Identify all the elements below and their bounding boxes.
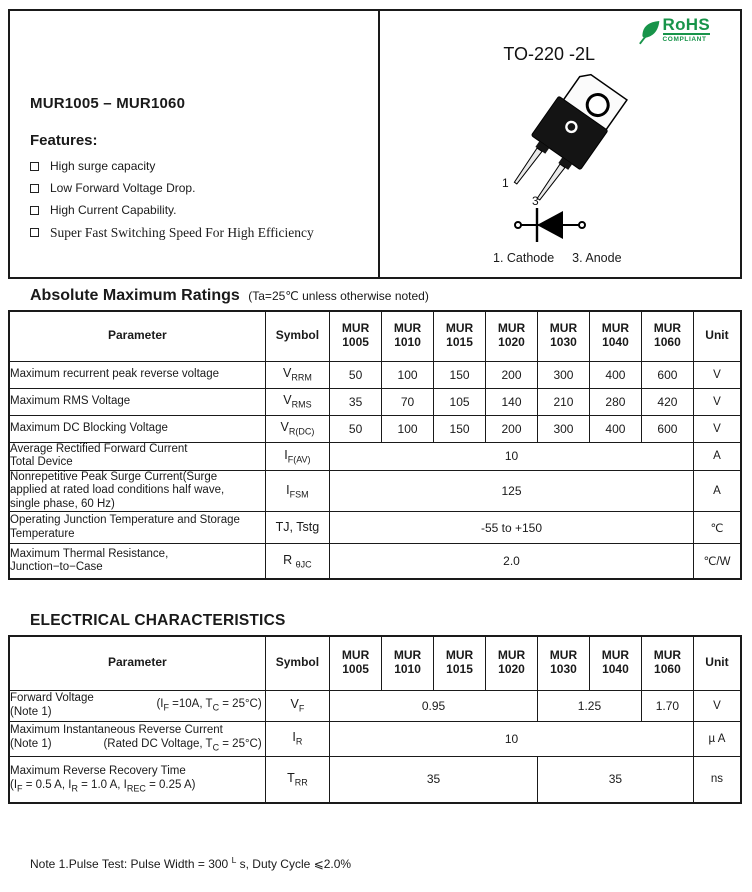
- diode-symbol-block: [486, 205, 646, 265]
- device-info-panel: [10, 11, 380, 277]
- anode-label: 3. Anode: [572, 251, 622, 265]
- feature-item: [30, 160, 378, 173]
- cathode-label: 1. Cathode: [493, 251, 555, 265]
- part-number-range: MUR1005 – MUR1060: [30, 95, 186, 112]
- rohs-compliant-label: COMPLIANT: [662, 36, 707, 43]
- table-row: Maximum recurrent peak reverse voltage $V_{RRM}$ 50 100 150 200 300 400 600 V: [9, 361, 741, 388]
- feature-item: [30, 204, 378, 217]
- header-box: [8, 9, 742, 279]
- abs-max-subtitle: (Ta=25℃ unless otherwise noted): [248, 289, 429, 303]
- col-mur1020: MUR 1020: [486, 311, 538, 361]
- table-row: Forward Voltage (Note 1) ($I_F =10A$, $T_C = 25^\circ C$) $V_F$ 0.95 1.25 1.70 V: [9, 690, 741, 721]
- table-row: Maximum Instantaneous Reverse Current (Note 1) (Rated DC Voltage, $T_C = 25^\circ C$) $I_R$ 10 µ A: [9, 721, 741, 756]
- rohs-logo: [639, 17, 710, 45]
- checkbox-icon: [30, 184, 39, 193]
- col-parameter: Parameter: [9, 311, 265, 361]
- feature-label: High surge capacity: [50, 159, 156, 173]
- col-mur1060: MUR 1060: [641, 636, 693, 690]
- col-mur1005: MUR 1005: [330, 636, 382, 690]
- package-name: TO-220 -2L: [503, 44, 596, 64]
- table-row: Average Rectified Forward Current Total Device $I_{F(AV)}$ 10 A: [9, 442, 741, 470]
- table-row: Maximum Thermal Resistance, Junction−to−Case R $_{\theta JC}$ 2.0 ℃/W: [9, 544, 741, 579]
- pin3-label: 3: [532, 194, 539, 207]
- rohs-text: [663, 17, 710, 43]
- checkbox-icon: [30, 162, 39, 171]
- table-row: Maximum Reverse Recovery Time ($I_F = 0.5$ A, $I_R = 1.0$ A, $I_{REC} = 0.25$ A) $T_{RR}$ 35 35 ns: [9, 756, 741, 803]
- features-heading: Features:: [30, 132, 98, 149]
- abs-max-title-text: Absolute Maximum Ratings: [30, 287, 240, 304]
- feature-label: Low Forward Voltage Drop.: [50, 181, 196, 195]
- feature-label: High Current Capability.: [50, 203, 177, 217]
- table-row: Operating Junction Temperature and Storage Temperature TJ, Tstg -55 to +150 ℃: [9, 512, 741, 544]
- pin1-label: 1: [502, 176, 509, 190]
- diode-symbol: [486, 205, 636, 245]
- feature-label: Super Fast Switching Speed For High Efficiency: [50, 225, 314, 240]
- leaf-icon: [639, 19, 661, 45]
- col-unit: Unit: [693, 311, 741, 361]
- checkbox-icon: [30, 228, 39, 237]
- electrical-table: [8, 635, 742, 804]
- note-1: Note 1.Pulse Test: Pulse Width = 300 $^L$ s, Duty Cycle ⩽2.0%: [30, 855, 352, 871]
- checkbox-icon: [30, 206, 39, 215]
- feature-item: [30, 226, 378, 239]
- col-symbol: Symbol: [265, 636, 329, 690]
- diode-pin-labels: [486, 251, 646, 265]
- table-row: Maximum DC Blocking Voltage $V_{R(DC)}$ 50 100 150 200 300 400 600 V: [9, 415, 741, 442]
- col-mur1015: MUR 1015: [434, 311, 486, 361]
- col-symbol: Symbol: [265, 311, 329, 361]
- col-mur1010: MUR 1010: [382, 311, 434, 361]
- col-mur1030: MUR 1030: [537, 311, 589, 361]
- col-unit: Unit: [693, 636, 741, 690]
- package-panel: [380, 11, 740, 277]
- col-parameter: Parameter: [9, 636, 265, 690]
- to220-package-drawing: [480, 67, 680, 207]
- table-row: Maximum RMS Voltage $V_{RMS}$ 35 70 105 140 210 280 420 V: [9, 388, 741, 415]
- col-mur1005: MUR 1005: [330, 311, 382, 361]
- abs-max-table: [8, 310, 742, 580]
- col-mur1030: MUR 1030: [537, 636, 589, 690]
- col-mur1020: MUR 1020: [486, 636, 538, 690]
- col-mur1060: MUR 1060: [641, 311, 693, 361]
- col-mur1010: MUR 1010: [382, 636, 434, 690]
- col-mur1040: MUR 1040: [589, 636, 641, 690]
- rohs-wordmark: RoHS: [662, 15, 710, 34]
- electrical-section-title: ELECTRICAL CHARACTERISTICS: [30, 612, 286, 629]
- table-header-row: [9, 636, 741, 690]
- col-mur1040: MUR 1040: [589, 311, 641, 361]
- abs-max-section-title: [30, 287, 429, 305]
- col-mur1015: MUR 1015: [434, 636, 486, 690]
- table-header-row: [9, 311, 741, 361]
- feature-item: [30, 182, 378, 195]
- table-row: Nonrepetitive Peak Surge Current(Surge applied at rated load conditions half wave, single phase, 60 Hz) $I_{FSM}$ 125 A: [9, 470, 741, 512]
